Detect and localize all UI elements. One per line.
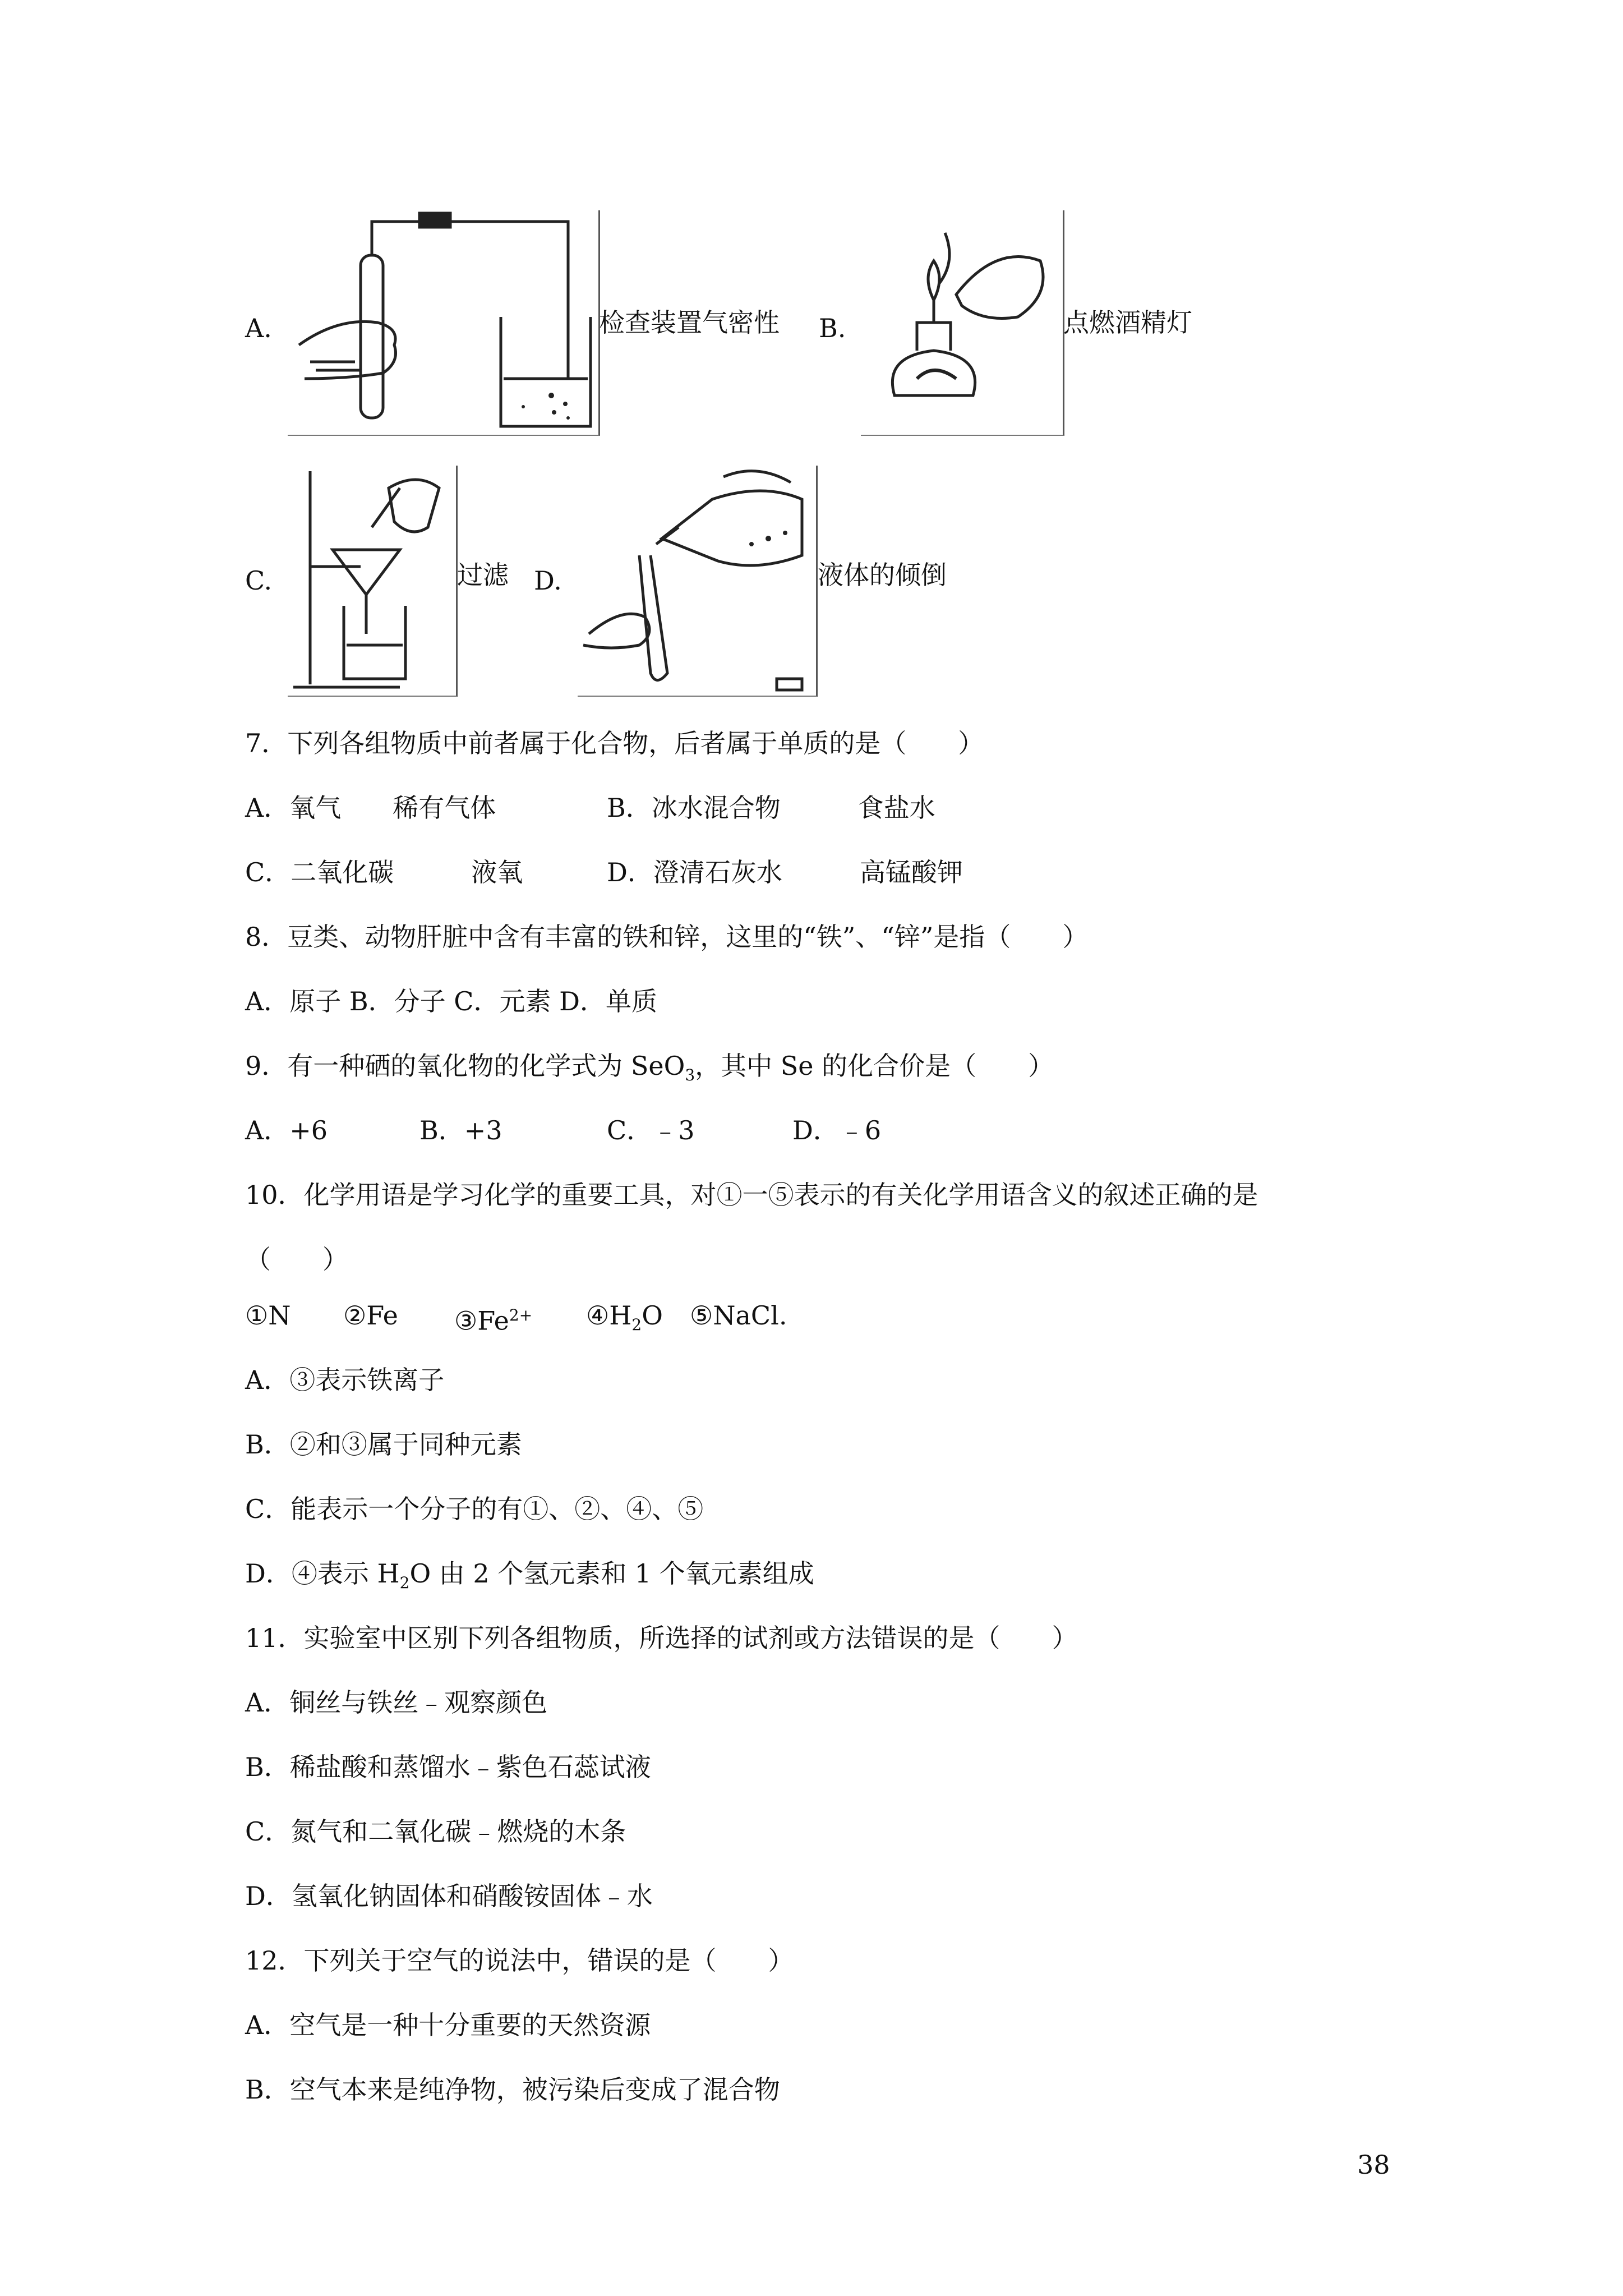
liquid-pouring-figure (578, 466, 818, 697)
question-8-stem: 8．豆类、动物肝脏中含有丰富的铁和锌，这里的“铁”、“锌”是指（ ） (245, 922, 1089, 952)
option-a-caption: 检查装置气密性 (599, 307, 780, 338)
question-7-option-a: A．氧气 稀有气体 (245, 793, 496, 823)
question-9-option-b: B．+3 (419, 1115, 502, 1145)
question-12-option-b: B．空气本来是纯净物，被污染后变成了混合物 (245, 2074, 780, 2105)
page-number: 38 (1357, 2150, 1390, 2180)
option-b-letter: B. (819, 313, 846, 343)
question-10-stem: 10．化学用语是学习化学的重要工具，对①一⑤表示的有关化学用语含义的叙述正确的是 (245, 1180, 1258, 1210)
filtration-drawing (288, 466, 456, 696)
symbol-5: ⑤NaCl. (690, 1300, 787, 1331)
symbol-3: $③Fe^{2+}$ (454, 1305, 533, 1336)
question-9-stem: 9．有一种硒的氧化物的化学式为 SeO$_3$，其中 Se 的化合价是（ ） (245, 1051, 1054, 1085)
symbol-4: $④H_2O$ (586, 1300, 663, 1335)
question-9-option-c: C．﹣3 (607, 1115, 695, 1145)
lighting-alcohol-lamp-figure (861, 210, 1064, 436)
question-7-stem: 7．下列各组物质中前者属于化合物，后者属于单质的是（ ） (245, 728, 984, 758)
question-9-option-a: A．+6 (245, 1115, 328, 1145)
question-10-option-d: D．④表示 $H_2O$ 由 2 个氢元素和 1 个氧元素组成 (245, 1558, 814, 1593)
liquid-pouring-drawing (578, 466, 816, 696)
option-d-caption: 液体的倾倒 (818, 560, 947, 590)
question-10-answer-paren: （ ） (245, 1244, 348, 1274)
question-10-option-a: A．③表示铁离子 (245, 1365, 445, 1395)
question-11-option-b: B．稀盐酸和蒸馏水﹣紫色石蕊试液 (245, 1752, 651, 1782)
question-7-option-d: D．澄清石灰水 高锰酸钾 (607, 857, 963, 887)
option-a-letter: A. (245, 313, 272, 343)
question-11-option-a: A．铜丝与铁丝﹣观察颜色 (245, 1687, 548, 1718)
question-10-option-b: B．②和③属于同种元素 (245, 1429, 522, 1460)
filtration-figure (288, 466, 458, 697)
option-c-caption: 过滤 (457, 560, 509, 590)
option-c-letter: C. (245, 565, 273, 596)
question-11-stem: 11．实验室中区别下列各组物质，所选择的试剂或方法错误的是（ ） (245, 1623, 1078, 1653)
alcohol-lamp-drawing (861, 210, 1063, 435)
option-d-letter: D. (534, 565, 562, 596)
symbol-2: ②Fe (343, 1300, 398, 1331)
question-12-option-a: A．空气是一种十分重要的天然资源 (245, 2010, 651, 2040)
question-7-option-c: C．二氧化碳 液氧 (245, 857, 523, 887)
question-11-option-c: C．氮气和二氧化碳﹣燃烧的木条 (245, 1816, 626, 1847)
option-b-caption: 点燃酒精灯 (1063, 307, 1192, 338)
question-8-options: A．原子 B．分子 C．元素 D．单质 (245, 986, 657, 1016)
airtightness-check-drawing (288, 210, 598, 435)
question-10-option-c: C．能表示一个分子的有①、②、④、⑤ (245, 1494, 704, 1524)
symbol-1: ①N (245, 1300, 291, 1331)
question-12-stem: 12．下列关于空气的说法中，错误的是（ ） (245, 1945, 794, 1976)
airtightness-check-figure (288, 210, 600, 436)
question-7-option-b: B．冰水混合物 食盐水 (607, 793, 935, 823)
question-9-option-d: D．﹣6 (792, 1115, 882, 1145)
question-11-option-d: D．氢氧化钠固体和硝酸铵固体﹣水 (245, 1881, 653, 1911)
